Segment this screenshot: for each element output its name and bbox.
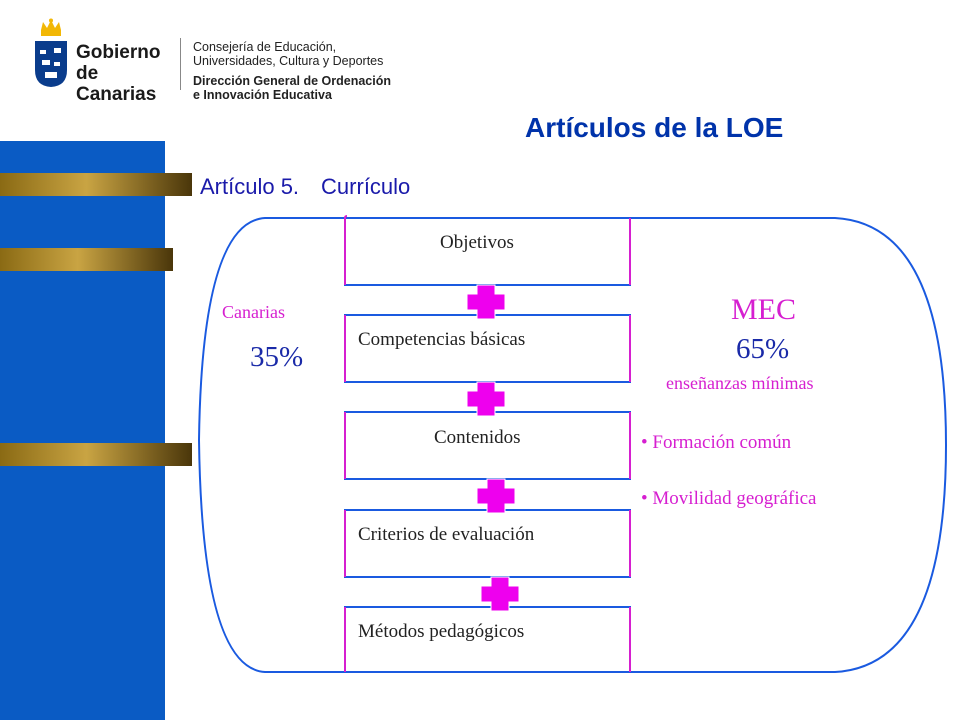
article-number: Artículo 5. bbox=[200, 174, 300, 199]
logo-line-2: de Canarias bbox=[76, 63, 157, 105]
box-label-objetivos: Objetivos bbox=[440, 232, 514, 253]
direccion-line-2: e Innovación Educativa bbox=[193, 88, 332, 102]
canarias-label: Canarias bbox=[222, 302, 285, 322]
plus-icon-3 bbox=[477, 479, 515, 513]
box-label-competencias: Competencias básicas bbox=[358, 329, 526, 350]
box-label-contenidos: Contenidos bbox=[434, 427, 521, 448]
ensenanzas-minimas-label: enseñanzas mínimas bbox=[666, 373, 814, 393]
logo-line-1: Gobierno bbox=[76, 42, 161, 63]
box-label-criterios: Criterios de evaluación bbox=[358, 524, 535, 545]
consejeria-line-1: Consejería de Educación, bbox=[193, 40, 337, 54]
canarias-percent: 35% bbox=[250, 341, 304, 373]
mec-percent: 65% bbox=[736, 333, 790, 365]
slide-title: Artículos de la LOE bbox=[525, 112, 784, 143]
bullet-text-2: Movilidad geográfica bbox=[652, 488, 817, 509]
plus-icon-1 bbox=[467, 285, 505, 319]
box-label-metodos: Métodos pedagógicos bbox=[358, 621, 525, 642]
bullet-formacion-comun: • Formación común bbox=[641, 432, 792, 453]
bullet-movilidad-geografica: • Movilidad geográfica bbox=[641, 488, 817, 509]
left-region-outline bbox=[199, 218, 345, 672]
mec-label: MEC bbox=[731, 293, 797, 326]
direccion-line-1: Dirección General de Ordenación bbox=[193, 74, 391, 88]
article-topic: Currículo bbox=[321, 174, 411, 199]
bullet-text-1: Formación común bbox=[652, 432, 792, 453]
consejeria-line-2: Universidades, Cultura y Deportes bbox=[193, 54, 384, 68]
plus-icon-4 bbox=[481, 577, 519, 611]
plus-icon-2 bbox=[467, 382, 505, 416]
